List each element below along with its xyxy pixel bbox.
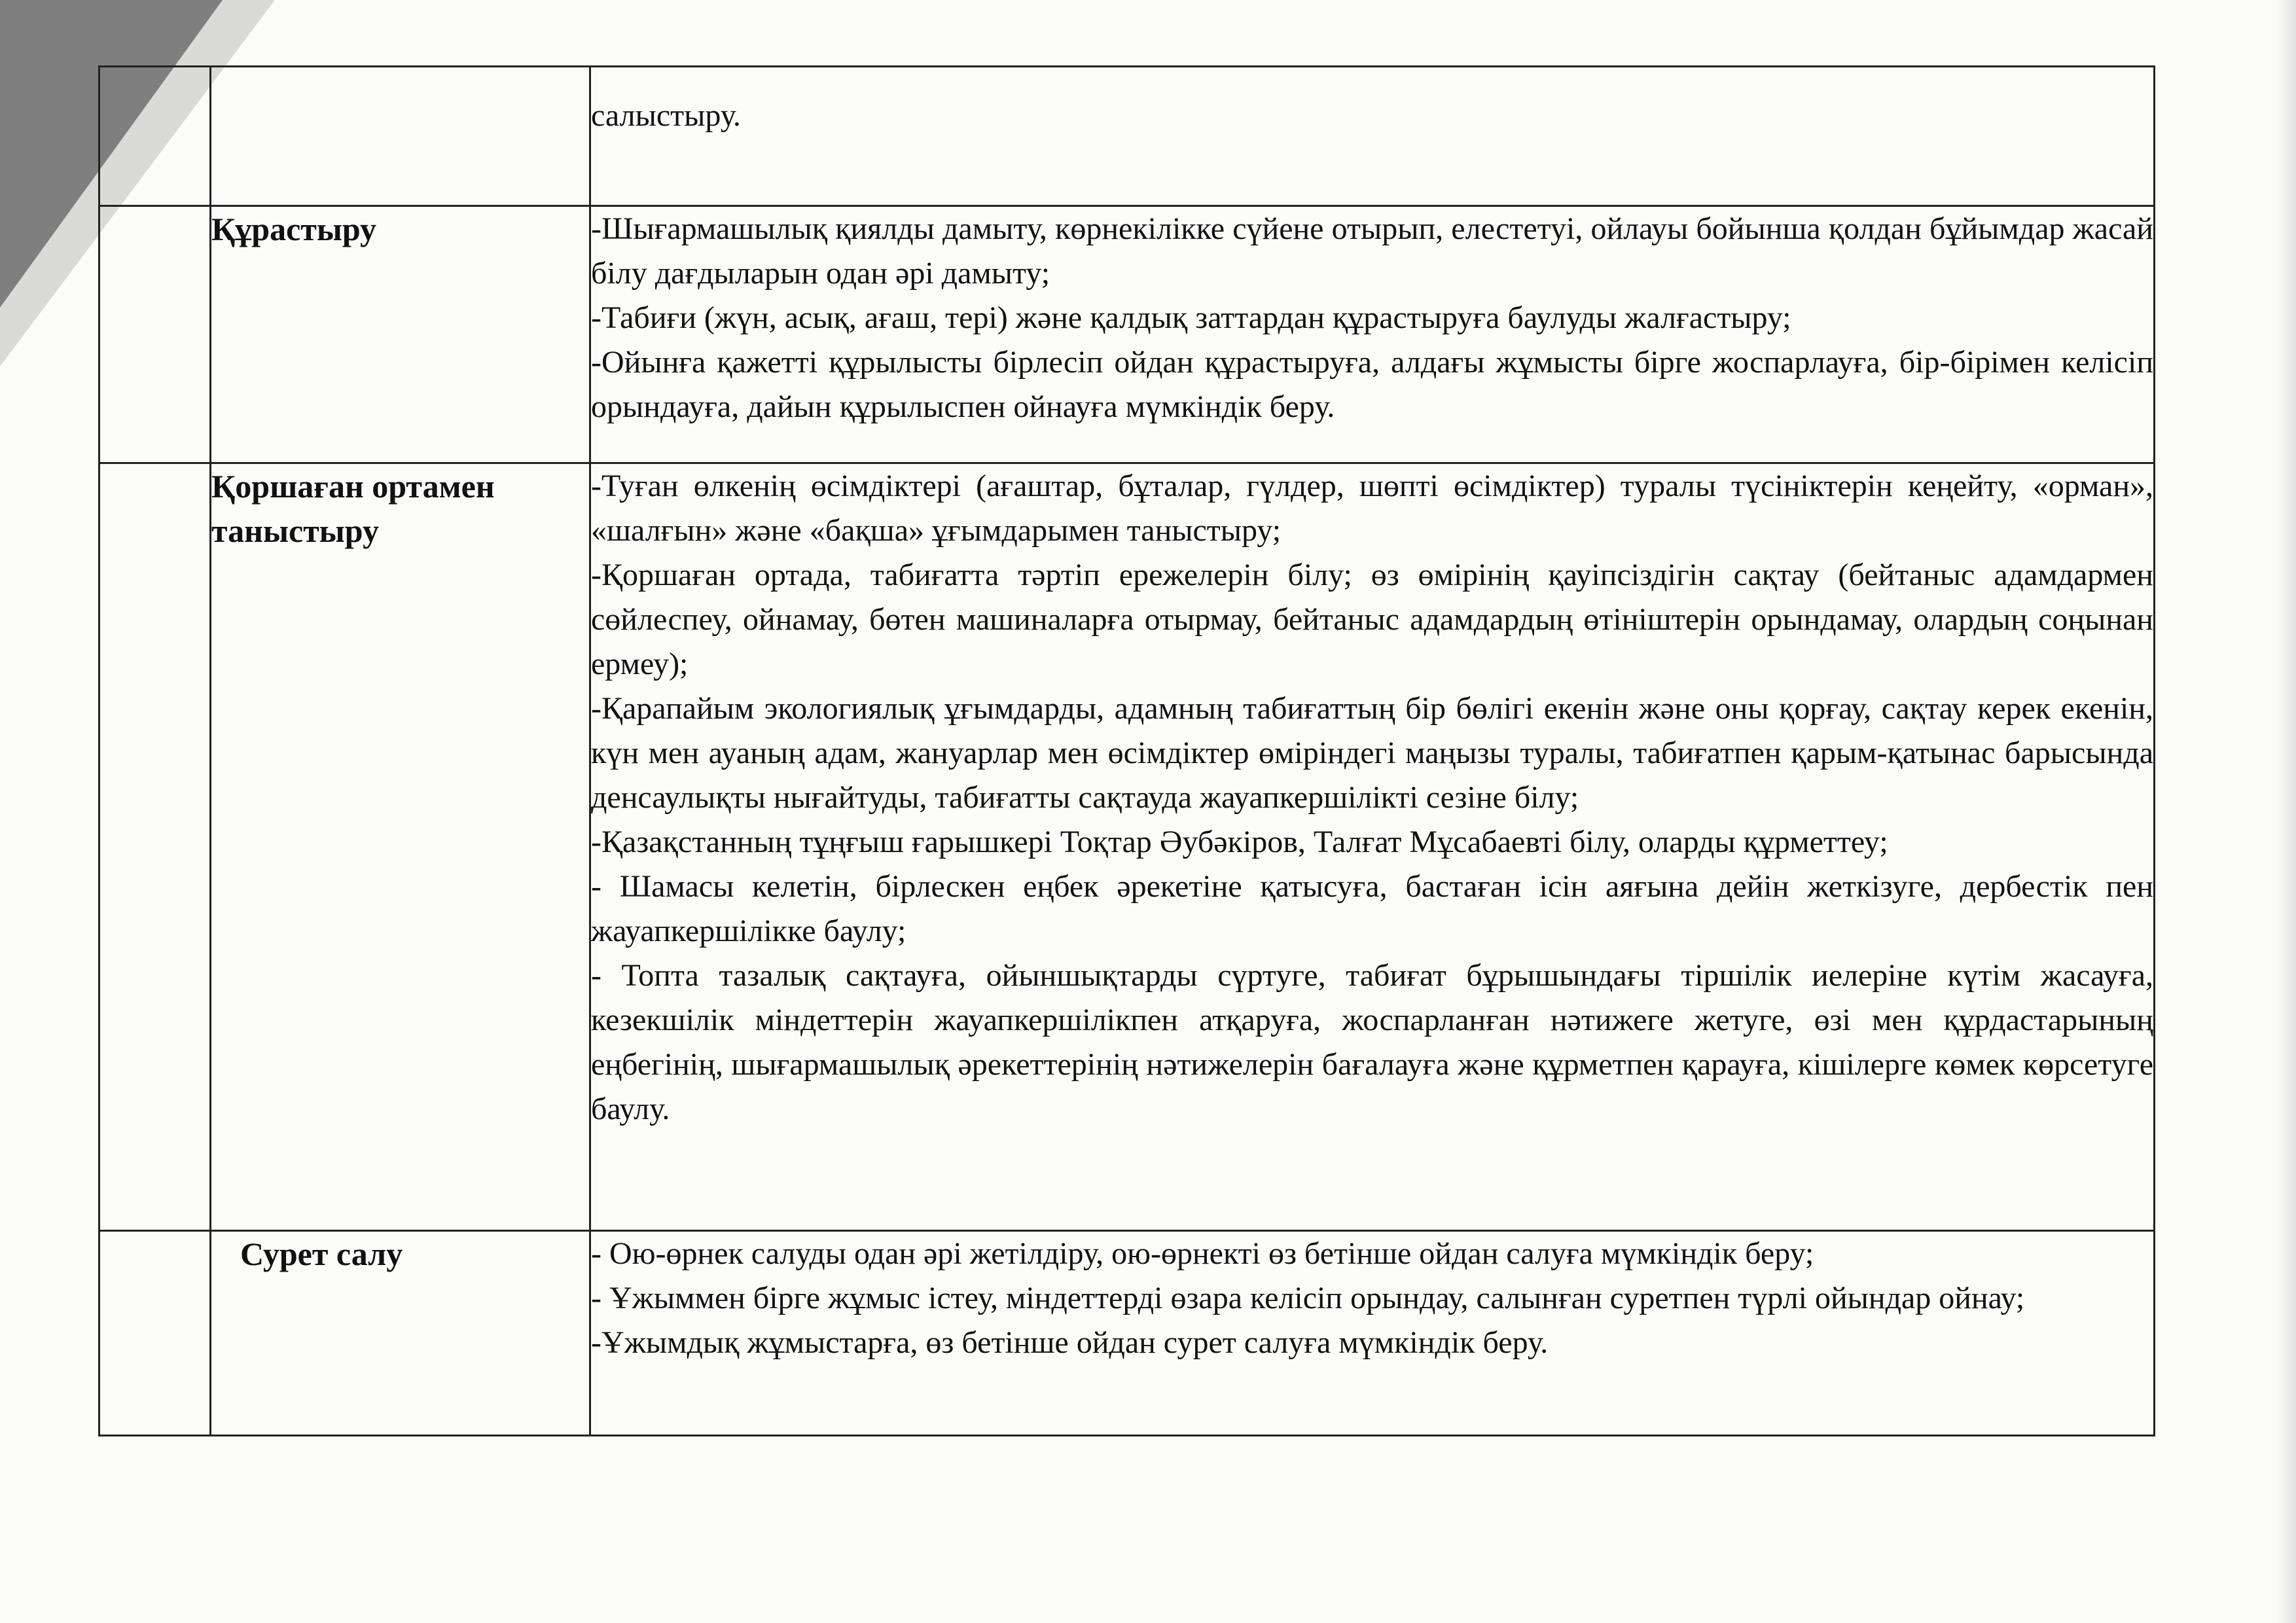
curriculum-table: [98, 65, 2155, 1436]
content-line: -Қарапайым экологиялық ұғымдарды, адамның табиғаттың бір бөлігі екенін және оны қорғау, сақтау керек екенін, күн мен ауаның адам, жануарлар мен өсімдіктер өміріндегі маңызы туралы, табиғатпен қарым-қатынас барысында денсаулықты нығайтуды, табиғатты сақтауда жауапкершілікті сезіне білу;: [591, 691, 2153, 815]
subject-label: Құрастыру: [211, 206, 590, 463]
subject-content: [590, 206, 2155, 463]
subject-label: [211, 67, 590, 206]
content-line: - Топта тазалық сақтауға, ойыншықтарды сүртуге, табиғат бұрышындағы тіршілік иелеріне күтім жасауға, кезекшілік міндеттерін жауапкершілікпен атқаруға, жоспарланған нәтижеге жетуге, өзі мен құрдастарының еңбегінің, шығармашылық әрекеттерінің нәтижелерін бағалауға және құрметпен қарауға, кішілерге көмек көрсетуге баулу.: [591, 958, 2153, 1126]
subject-label: Сурет салу: [211, 1231, 590, 1436]
content-line: -Қоршаған ортада, табиғатта тәртіп ережелерін білу; өз өмірінің қауіпсіздігін сақтау (бейтаныс адамдармен сөйлеспеу, ойнамау, бөтен машиналарға отырмау, бейтаныс адамдардың өтініштерін орындамау, олардың соңынан ермеу);: [591, 558, 2153, 681]
subject-label: Қоршаған ортамен таныстыру: [211, 463, 590, 1231]
table-row: [99, 67, 2155, 206]
content-line: - Ою-өрнек салуды одан әрі жетілдіру, ою-өрнекті өз бетінше ойдан салуға мүмкіндік беру;: [591, 1236, 1814, 1271]
content-line: -Туған өлкенің өсімдіктері (ағаштар, бұталар, гүлдер, шөпті өсімдіктер) туралы түсініктерін кеңейту, «орман», «шалғын» және «бақша» ұғымдарымен таныстыру;: [591, 469, 2153, 548]
subject-content: [590, 463, 2155, 1231]
table-row: [99, 463, 2155, 1231]
content-line: -Ойынға қажетті құрылысты бірлесіп ойдан құрастыруға, алдағы жұмысты бірге жоспарлауға, бір-бірімен келісіп орындауға, дайын құрылыспен ойнауға мүмкіндік беру.: [591, 345, 2153, 424]
content-line: - Ұжыммен бірге жұмыс істеу, міндеттерді өзара келісіп орындау, салынған суретпен түрлі ойындар ойнау;: [591, 1281, 2025, 1315]
subject-content: [590, 67, 2155, 206]
content-line: -Табиғи (жүн, асық, ағаш, тері) және қалдық заттардан құрастыруға баулуды жалғастыру;: [591, 300, 1791, 335]
table-row: [99, 1231, 2155, 1436]
content-line: -Шығармашылық қиялды дамыту, көрнекілікке сүйене отырып, елестетуі, ойлауы бойынша қолдан бұйымдар жасай білу дағдыларын одан әрі дамыту;: [591, 211, 2153, 291]
content-line: -Ұжымдық жұмыстарға, өз бетінше ойдан сурет салуға мүмкіндік беру.: [591, 1325, 1549, 1360]
content-line: салыстыру.: [591, 98, 741, 133]
empty-cell: [99, 463, 211, 1231]
scan-edge: [2276, 0, 2296, 1623]
empty-cell: [99, 206, 211, 463]
content-line: -Қазақстанның тұңғыш ғарышкері Тоқтар Әубәкіров, Талғат Мұсабаевті білу, оларды құрметтеу;: [591, 825, 1888, 859]
subject-content: [590, 1231, 2155, 1436]
table-row: [99, 206, 2155, 463]
empty-cell: [99, 67, 211, 206]
content-line: - Шамасы келетін, бірлескен еңбек әрекетіне қатысуға, бастаған ісін аяғына дейін жеткізуге, дербестік пен жауапкершілікке баулу;: [591, 869, 2153, 948]
empty-cell: [99, 1231, 211, 1436]
